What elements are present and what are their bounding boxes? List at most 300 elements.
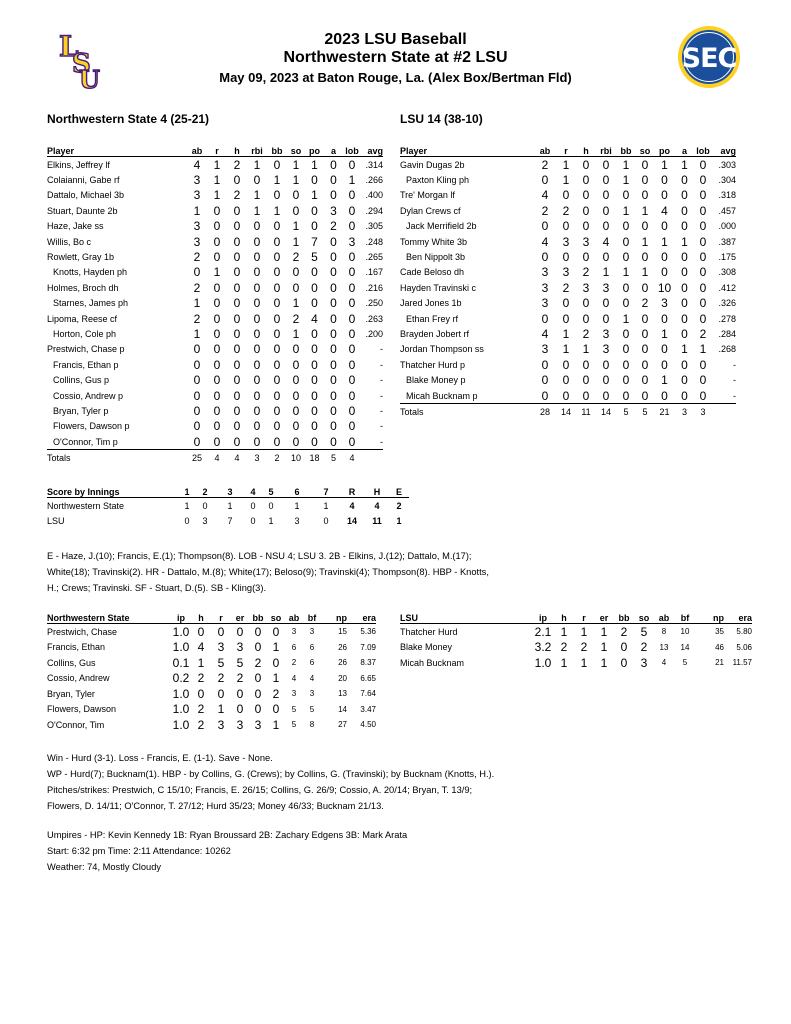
stat-cell: 0 (197, 686, 205, 701)
stat-cell: 0 (562, 219, 570, 234)
stat-cell: 0 (541, 173, 549, 188)
player-row (47, 280, 383, 295)
stat-cell: 1 (681, 157, 688, 172)
stat-cell: 0 (292, 403, 300, 418)
player-row (47, 249, 383, 264)
stat-cell: 0 (292, 357, 300, 372)
inning-runs: 1 (294, 500, 300, 511)
player-name: Ben Nippolt 3b (406, 252, 466, 263)
player-name: Gavin Dugas 2b (400, 159, 465, 170)
stat-cell: 3 (236, 717, 244, 732)
player-name: Jack Merrifield 2b (406, 221, 477, 232)
column-header: po (305, 145, 324, 157)
stat-cell: 0 (213, 419, 221, 434)
stat-cell: 0 (311, 265, 318, 280)
stat-cell: 0 (253, 234, 261, 249)
stat-cell: 2 (272, 686, 280, 701)
stat-cell: 4 (291, 673, 297, 683)
inning-runs: 14 (346, 516, 357, 527)
column-header: np (696, 612, 724, 624)
stat-cell: 0 (330, 388, 337, 403)
stat-cell: 0 (582, 250, 590, 265)
total-cell (712, 404, 736, 420)
total-cell (361, 450, 383, 466)
stat-cell: 1.0 (172, 702, 190, 717)
stat-cell: 2 (217, 671, 225, 686)
stat-cell: 1 (213, 157, 221, 172)
column-header: Northwestern State (47, 612, 171, 624)
column-header: er (594, 612, 614, 624)
stat-cell: 0 (253, 373, 261, 388)
stat-cell: 1 (580, 624, 588, 639)
stat-cell: 0 (622, 296, 630, 311)
stat-cell: 0 (330, 311, 337, 326)
stat-cell: 0 (273, 157, 281, 172)
stat-cell: 0 (287, 434, 305, 450)
stat-cell: .387 (718, 236, 736, 247)
player-row (400, 372, 736, 387)
stat-cell: 0 (641, 219, 649, 234)
svg-text:SEC: SEC (681, 43, 737, 74)
pitcher-name: O'Connor, Tim (47, 719, 105, 730)
stat-cell: 0 (272, 655, 280, 670)
inning-header: 5 (261, 486, 281, 498)
stat-cell: 0 (562, 188, 570, 203)
total-cell: 5 (324, 450, 343, 466)
player-row (47, 265, 383, 280)
stat-cell: 4 (309, 673, 315, 683)
stat-cell: 0 (254, 686, 262, 701)
inning-header: H (365, 486, 389, 498)
stat-cell: 0 (233, 311, 241, 326)
column-header: lob (694, 145, 712, 157)
player-name: Stuart, Daunte 2b (47, 205, 118, 216)
report-title: 2023 LSU Baseball (324, 31, 467, 48)
stat-cell: 14 (680, 642, 690, 652)
stat-cell: 0 (253, 280, 261, 295)
stat-cell: 5.06 (736, 642, 752, 652)
stat-cell: 0 (253, 342, 261, 357)
stat-cell: 0 (253, 419, 261, 434)
score-row (47, 514, 409, 530)
stat-cell: 3 (217, 640, 225, 655)
player-name: Tre' Morgan lf (400, 190, 455, 201)
pitcher-name: Blake Money (400, 642, 453, 653)
player-row (400, 219, 736, 234)
away-team-heading: Northwestern State 4 (25-21) (47, 112, 210, 126)
column-header: ab (285, 612, 303, 624)
stat-cell: 4 (661, 203, 668, 218)
inning-runs: 1 (396, 516, 402, 527)
score-by-innings-table (47, 486, 409, 529)
stat-cell: 0 (541, 373, 549, 388)
stat-cell: 1 (213, 265, 221, 280)
stat-cell: 0 (193, 419, 201, 434)
player-row (400, 172, 736, 187)
player-name: Rowlett, Gray 1b (47, 252, 115, 263)
column-header: bf (674, 612, 696, 624)
stat-cell: 1 (622, 157, 630, 172)
stat-cell: 2 (620, 624, 628, 639)
stat-cell: 0 (661, 219, 668, 234)
notes-line: Pitches/strikes: Prestwich, C 15/10; Francis, E. 26/15; Collins, G. 26/9; Cossio, A. 20/14; Bryan, T. 13/9; (47, 785, 473, 795)
stat-cell: 0 (330, 419, 337, 434)
player-row (400, 296, 736, 311)
stat-cell: 3 (562, 265, 570, 280)
column-header: so (634, 612, 654, 624)
stat-cell: 0 (217, 686, 225, 701)
stat-cell: 0 (292, 388, 300, 403)
stat-cell: 0 (213, 203, 221, 218)
stat-cell: 3 (236, 640, 244, 655)
player-name: Haze, Jake ss (47, 221, 104, 232)
stat-cell: 2 (560, 640, 568, 655)
stat-cell: 0 (311, 403, 318, 418)
column-header: h (227, 145, 247, 157)
stat-cell: .400 (365, 190, 383, 201)
column-header: lob (343, 145, 361, 157)
stat-cell: 0 (187, 434, 207, 450)
stat-cell: - (733, 359, 736, 370)
stat-cell: 1.0 (172, 624, 190, 639)
player-name: Lipoma, Reese cf (47, 313, 118, 324)
total-cell: 18 (305, 450, 324, 466)
stat-cell: 0 (541, 250, 549, 265)
stat-cell: 0 (193, 342, 201, 357)
stat-cell: - (380, 359, 383, 370)
stat-cell: 0 (562, 311, 570, 326)
stat-cell: 0 (661, 188, 668, 203)
stat-cell: 0 (681, 296, 688, 311)
stat-cell: - (733, 375, 736, 386)
inning-header: 3 (215, 486, 245, 498)
stat-cell: 0 (348, 373, 356, 388)
stat-cell: 0 (641, 373, 649, 388)
stat-cell: 0 (641, 311, 649, 326)
pitcher-name: Flowers, Dawson (47, 704, 117, 715)
column-header: r (574, 612, 594, 624)
notes-line: E - Haze, J.(10); Francis, E.(1); Thompson(8). LOB - NSU 4; LSU 3. 2B - Elkins, J.(12); Dattalo, M.(17); (47, 551, 472, 561)
player-name: Dattalo, Michael 3b (47, 190, 125, 201)
stat-cell: 0 (681, 357, 688, 372)
stat-cell: 8.37 (360, 658, 376, 668)
stat-cell: 0 (343, 434, 361, 450)
stat-cell: 0 (699, 373, 707, 388)
stat-cell: 1 (193, 326, 201, 341)
notes-line: Win - Hurd (3-1). Loss - Francis, E. (1-1). Save - None. (47, 753, 273, 763)
stat-cell: 0 (576, 388, 596, 404)
player-row (400, 311, 736, 326)
stat-cell: 0 (348, 250, 356, 265)
pitcher-row (47, 702, 376, 718)
stat-cell: 0 (233, 388, 241, 403)
stat-cell: 0 (253, 219, 261, 234)
stat-cell: 6 (291, 642, 297, 652)
player-name: Francis, Ethan p (53, 359, 119, 370)
notes-line: WP - Hurd(7); Bucknam(1). HBP - by Collins, G. (Crews); by Collins, G. (Travinski); by Bucknam (Knotts, H.). (47, 769, 495, 779)
inning-runs: 0 (323, 516, 329, 527)
stat-cell: 0 (596, 388, 616, 404)
player-name: Starnes, James ph (53, 298, 129, 309)
stat-cell: 0 (661, 265, 668, 280)
stat-cell: .278 (718, 313, 736, 324)
player-row (47, 172, 383, 187)
stat-cell: 0 (602, 188, 610, 203)
stat-cell: 0 (273, 419, 281, 434)
stat-cell: 0 (311, 373, 318, 388)
stat-cell: 1 (681, 342, 688, 357)
inning-runs: 3 (202, 516, 208, 527)
stat-cell: 3 (582, 234, 590, 249)
stat-cell: 0 (681, 173, 688, 188)
stat-cell: 0 (330, 234, 337, 249)
stat-cell: 7 (311, 234, 318, 249)
stat-cell: 0 (254, 671, 262, 686)
stat-cell: 35 (715, 627, 724, 637)
stat-cell: 5 (640, 624, 648, 639)
inning-header: 1 (179, 486, 195, 498)
stat-cell: 3 (193, 219, 201, 234)
stat-cell: 0 (213, 250, 221, 265)
stat-cell: 2 (292, 311, 300, 326)
notes-line: Flowers, D. 14/11; O'Connor, T. 27/12; Hurd 35/23; Money 46/33; Bucknam 21/13. (47, 801, 384, 811)
stat-cell: 0 (636, 388, 654, 404)
stat-cell: 21 (715, 658, 724, 668)
stat-cell: 0.1 (172, 655, 190, 670)
column-header: so (267, 612, 285, 624)
stat-cell: 5.80 (736, 627, 752, 637)
stat-cell: 0 (348, 388, 356, 403)
stat-cell: 1 (602, 265, 610, 280)
column-header: r (211, 612, 231, 624)
stat-cell: 5 (311, 250, 318, 265)
stat-cell: 0 (324, 434, 343, 450)
player-row (47, 203, 383, 218)
inning-runs: 0 (268, 500, 274, 511)
stat-cell: 0 (233, 419, 241, 434)
stat-cell: 0 (661, 342, 668, 357)
stat-cell: 1 (661, 157, 668, 172)
stat-cell: 3 (582, 280, 590, 295)
stat-cell: .200 (365, 328, 383, 339)
stat-cell: 7.64 (360, 689, 376, 699)
stat-cell: 0 (233, 219, 241, 234)
stat-cell: 0 (582, 203, 590, 218)
stat-cell: .175 (718, 252, 736, 263)
total-cell: 5 (616, 404, 636, 420)
away-batting-table (47, 145, 383, 465)
stat-cell: 0 (273, 388, 281, 403)
stat-cell: 0 (253, 311, 261, 326)
stat-cell: 0 (213, 280, 221, 295)
stat-cell: 2 (641, 296, 649, 311)
stat-cell: 2 (292, 250, 300, 265)
player-name: Flowers, Dawson p (53, 421, 130, 432)
stat-cell: 1 (272, 717, 280, 732)
pitcher-row (47, 640, 376, 656)
stat-cell: 0 (582, 188, 590, 203)
stat-cell: 1 (217, 702, 225, 717)
game-info (47, 827, 767, 875)
stat-cell: 3 (330, 203, 337, 218)
stat-cell: 0 (699, 188, 707, 203)
player-name: Bryan, Tyler p (53, 405, 109, 416)
stat-cell: 2 (582, 326, 590, 341)
stat-cell: 0 (233, 357, 241, 372)
player-row (400, 265, 736, 280)
column-header: ip (532, 612, 554, 624)
stat-cell: 0 (273, 219, 281, 234)
home-team-heading: LSU 14 (38-10) (400, 112, 483, 126)
inning-header: 7 (313, 486, 339, 498)
pitcher-name: Thatcher Hurd (400, 626, 458, 637)
stat-cell: 0 (330, 250, 337, 265)
stat-cell: 0 (582, 173, 590, 188)
stat-cell: 2 (330, 219, 337, 234)
player-name: Colaianni, Gabe rf (47, 175, 120, 186)
stat-cell: 0 (330, 296, 337, 311)
stat-cell: 0 (661, 357, 668, 372)
stat-cell: 0 (213, 403, 221, 418)
player-row (400, 234, 736, 249)
stat-cell: 0 (233, 403, 241, 418)
totals-label: Totals (400, 404, 534, 420)
stat-cell: 0 (292, 203, 300, 218)
stat-cell: 0 (273, 280, 281, 295)
stat-cell: 1 (253, 203, 261, 218)
pitcher-row (47, 655, 376, 671)
stat-cell: 0 (541, 311, 549, 326)
stat-cell: 0 (661, 173, 668, 188)
player-name: Micah Bucknam p (400, 388, 534, 404)
stat-cell: 0 (562, 357, 570, 372)
stat-cell: .294 (365, 205, 383, 216)
stat-cell: 1 (253, 157, 261, 172)
stat-cell: 1 (622, 173, 630, 188)
stat-cell: 0 (254, 702, 262, 717)
stat-cell: 0 (622, 342, 630, 357)
stat-cell: 0 (348, 265, 356, 280)
stat-cell: 1 (582, 342, 590, 357)
home-batting-table (400, 145, 736, 419)
inning-runs: 0 (184, 516, 190, 527)
player-row (47, 372, 383, 387)
player-row (400, 203, 736, 218)
player-row (47, 219, 383, 234)
stat-cell: 0 (622, 280, 630, 295)
stat-cell: 3 (541, 265, 549, 280)
column-header: po (654, 145, 675, 157)
stat-cell: 0 (213, 311, 221, 326)
stat-cell: 10 (680, 627, 690, 637)
stat-cell: 0 (233, 173, 241, 188)
game-notes (47, 548, 767, 596)
stat-cell: 1 (562, 326, 570, 341)
stat-cell: 4 (541, 326, 549, 341)
stat-cell: 0 (254, 624, 262, 639)
stat-cell: 0 (582, 157, 590, 172)
stat-cell: 0 (233, 234, 241, 249)
stat-cell: 0 (699, 311, 707, 326)
player-row (400, 188, 736, 203)
stat-cell: 1.0 (172, 717, 190, 732)
column-header: ab (654, 612, 674, 624)
stat-cell: 0 (193, 265, 201, 280)
stat-cell: 0 (311, 357, 318, 372)
totals-row (400, 404, 736, 420)
inning-header: Score by Innings (47, 486, 179, 498)
stat-cell: 0 (193, 403, 201, 418)
stat-cell: 3 (602, 280, 610, 295)
stat-cell: 0 (681, 203, 688, 218)
stat-cell: 3 (661, 296, 668, 311)
stat-cell: .308 (718, 267, 736, 278)
column-header: avg (361, 145, 383, 157)
inning-runs: 3 (294, 516, 300, 527)
column-header: bb (614, 612, 634, 624)
player-row (47, 357, 383, 372)
stat-cell: 3 (602, 326, 610, 341)
stat-cell: 0 (681, 219, 688, 234)
stat-cell: 3.47 (360, 704, 376, 714)
player-row (400, 157, 736, 173)
stat-cell: 8 (661, 627, 667, 637)
stat-cell: 0 (348, 342, 356, 357)
stat-cell: 0 (616, 388, 636, 404)
stat-cell: 26 (338, 642, 347, 652)
stat-cell: 0 (348, 157, 356, 172)
stat-cell: 0 (233, 373, 241, 388)
stat-cell: 6 (309, 658, 315, 668)
column-header: LSU (400, 612, 532, 624)
stat-cell: 0 (622, 357, 630, 372)
stat-cell: 0 (292, 188, 300, 203)
stat-cell: 13 (338, 689, 347, 699)
stat-cell: 15 (338, 627, 347, 637)
stat-cell: 0 (213, 234, 221, 249)
stat-cell: 3 (193, 234, 201, 249)
stat-cell: 0 (273, 296, 281, 311)
player-name: Blake Money p (406, 375, 466, 386)
stat-cell: 0 (562, 296, 570, 311)
stat-cell: 10 (657, 280, 672, 295)
stat-cell: 3 (193, 173, 201, 188)
stat-cell: 0 (556, 388, 576, 404)
stat-cell: 1.0 (172, 640, 190, 655)
stat-cell: 0 (253, 296, 261, 311)
stat-cell: 0 (641, 188, 649, 203)
stat-cell: 0 (348, 280, 356, 295)
stat-cell: - (380, 390, 383, 401)
stat-cell: 0 (330, 173, 337, 188)
stat-cell: 0 (620, 655, 628, 670)
column-header: r (207, 145, 227, 157)
stat-cell: 0 (348, 188, 356, 203)
player-row (400, 280, 736, 295)
stat-cell: 0 (699, 234, 707, 249)
stat-cell: 0 (582, 357, 590, 372)
stat-cell: .326 (718, 298, 736, 309)
stat-cell: 0 (253, 173, 261, 188)
stat-cell: .265 (365, 252, 383, 263)
stat-cell: 1 (292, 234, 300, 249)
column-header: rbi (247, 145, 267, 157)
stat-cell: 5 (236, 655, 244, 670)
total-cell: 4 (343, 450, 361, 466)
player-name: Jared Jones 1b (400, 298, 462, 309)
stat-cell: 0 (311, 219, 318, 234)
team-name: Northwestern State (47, 500, 125, 511)
